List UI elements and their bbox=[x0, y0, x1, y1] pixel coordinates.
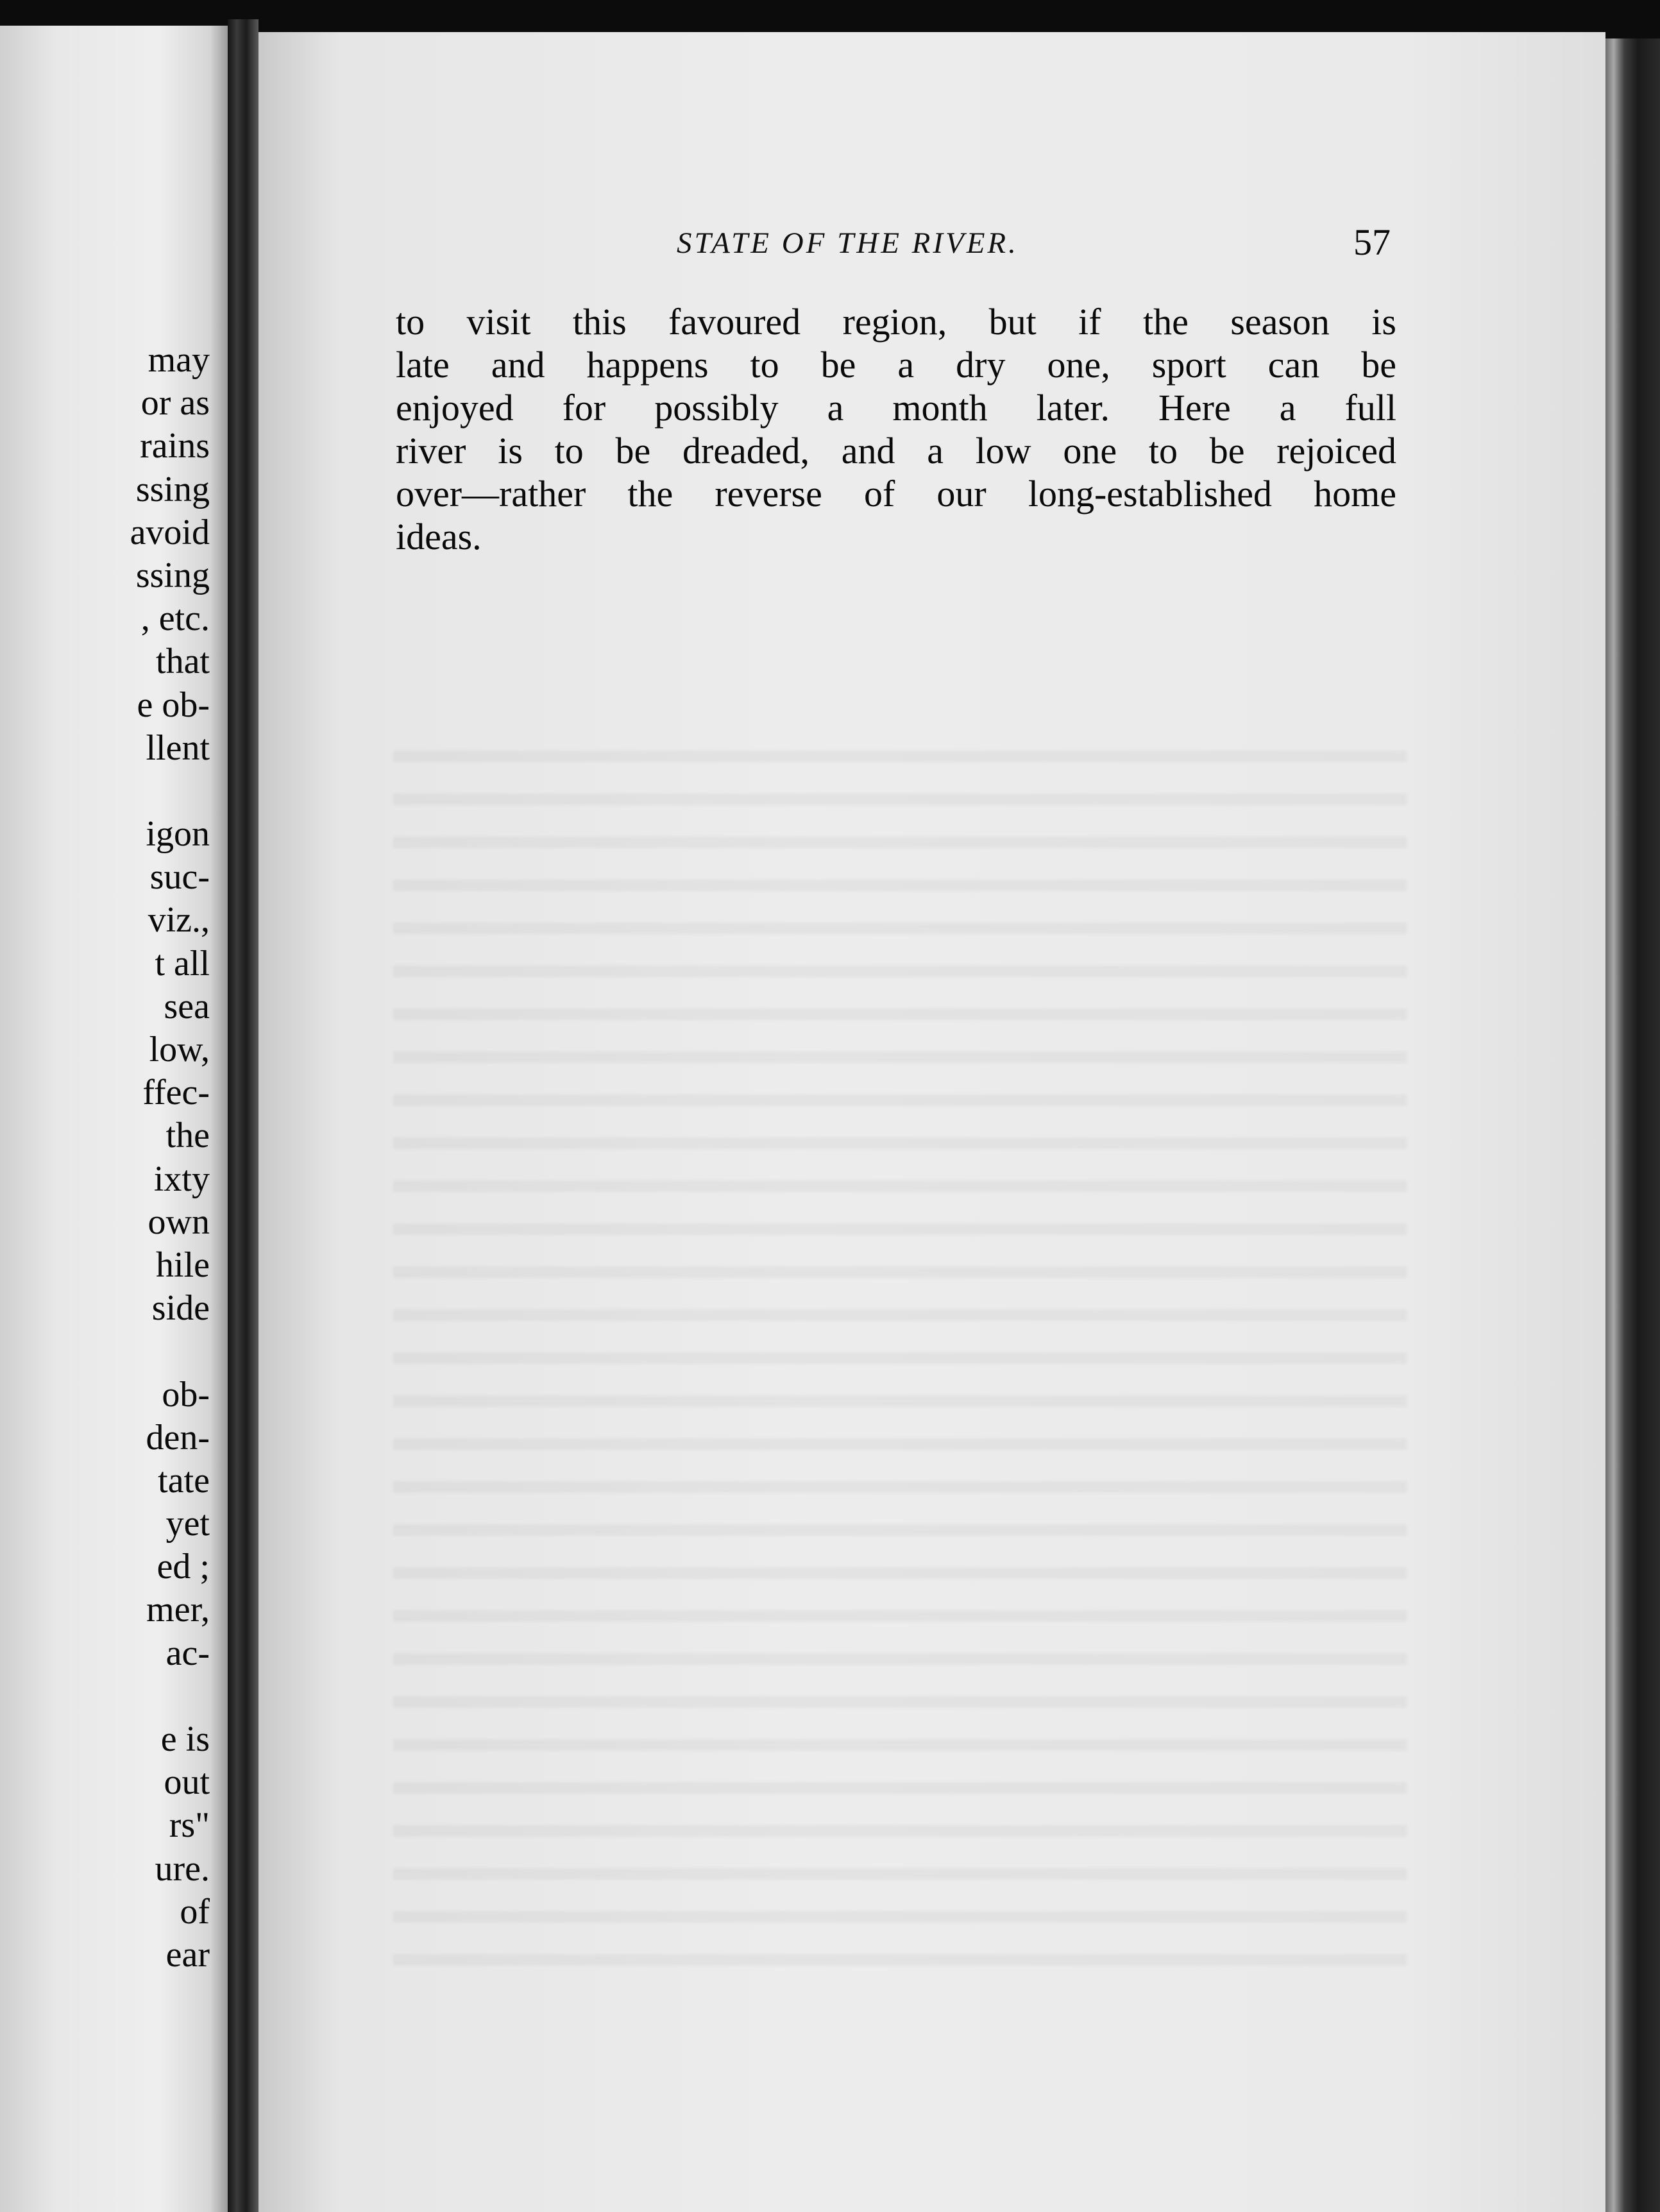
left-line: tate bbox=[158, 1460, 210, 1501]
left-line: t all bbox=[155, 943, 210, 983]
body-paragraph bbox=[396, 300, 1396, 558]
left-line: viz., bbox=[148, 900, 210, 940]
left-line: may bbox=[148, 340, 210, 380]
left-line: den- bbox=[146, 1417, 210, 1458]
page-number: 57 bbox=[1353, 221, 1391, 263]
left-line: out bbox=[164, 1762, 210, 1803]
page-fore-edge bbox=[1605, 38, 1660, 2212]
left-line: that bbox=[156, 642, 210, 682]
left-line: ffec- bbox=[142, 1073, 210, 1113]
left-line: side bbox=[151, 1288, 210, 1329]
left-line: hile bbox=[156, 1245, 210, 1285]
left-line: suc- bbox=[149, 857, 210, 898]
left-line: llent bbox=[146, 727, 210, 768]
left-line: or as bbox=[140, 383, 210, 423]
left-line: ure. bbox=[155, 1848, 210, 1889]
left-line: ear bbox=[165, 1934, 210, 1975]
left-line: ob- bbox=[162, 1374, 210, 1415]
left-facing-page bbox=[0, 26, 228, 2212]
left-line: mer, bbox=[146, 1590, 210, 1630]
text-line: over—rather the reverse of our long-established home bbox=[396, 473, 1396, 515]
left-line: igon bbox=[146, 814, 210, 855]
left-line: the bbox=[165, 1116, 210, 1156]
left-line: ac- bbox=[165, 1633, 210, 1673]
left-line: ixty bbox=[153, 1159, 210, 1199]
left-line: own bbox=[148, 1202, 210, 1242]
left-line: yet bbox=[165, 1504, 210, 1544]
left-line: ssing bbox=[135, 555, 210, 595]
text-line: river is to be dreaded, and a low one to be rejoiced bbox=[396, 430, 1396, 472]
left-line: ssing bbox=[135, 469, 210, 509]
binding-gutter bbox=[228, 19, 258, 2212]
left-line: rs" bbox=[169, 1805, 210, 1846]
left-line bbox=[130, 770, 210, 813]
left-line: ed ; bbox=[157, 1547, 210, 1587]
left-line: of bbox=[180, 1891, 210, 1932]
show-through-shading bbox=[393, 725, 1407, 1976]
text-line: ideas. bbox=[396, 516, 482, 557]
left-line: avoid bbox=[130, 512, 210, 552]
text-line: enjoyed for possibly a month later. Here a full bbox=[396, 387, 1396, 429]
left-line: rains bbox=[140, 426, 210, 466]
left-line bbox=[130, 1675, 210, 1718]
left-line: low, bbox=[149, 1030, 210, 1069]
left-page-text-fragments bbox=[130, 339, 210, 1977]
text-line: late and happens to be a dry one, sport can be bbox=[396, 344, 1396, 386]
left-line: e ob- bbox=[137, 685, 210, 725]
left-line: sea bbox=[164, 986, 210, 1026]
left-line: , etc. bbox=[140, 599, 210, 639]
running-head: STATE OF THE RIVER. bbox=[677, 226, 1019, 260]
text-line: to visit this favoured region, but if the season is bbox=[396, 301, 1396, 343]
left-line: e is bbox=[160, 1719, 210, 1759]
left-line bbox=[130, 1330, 210, 1373]
